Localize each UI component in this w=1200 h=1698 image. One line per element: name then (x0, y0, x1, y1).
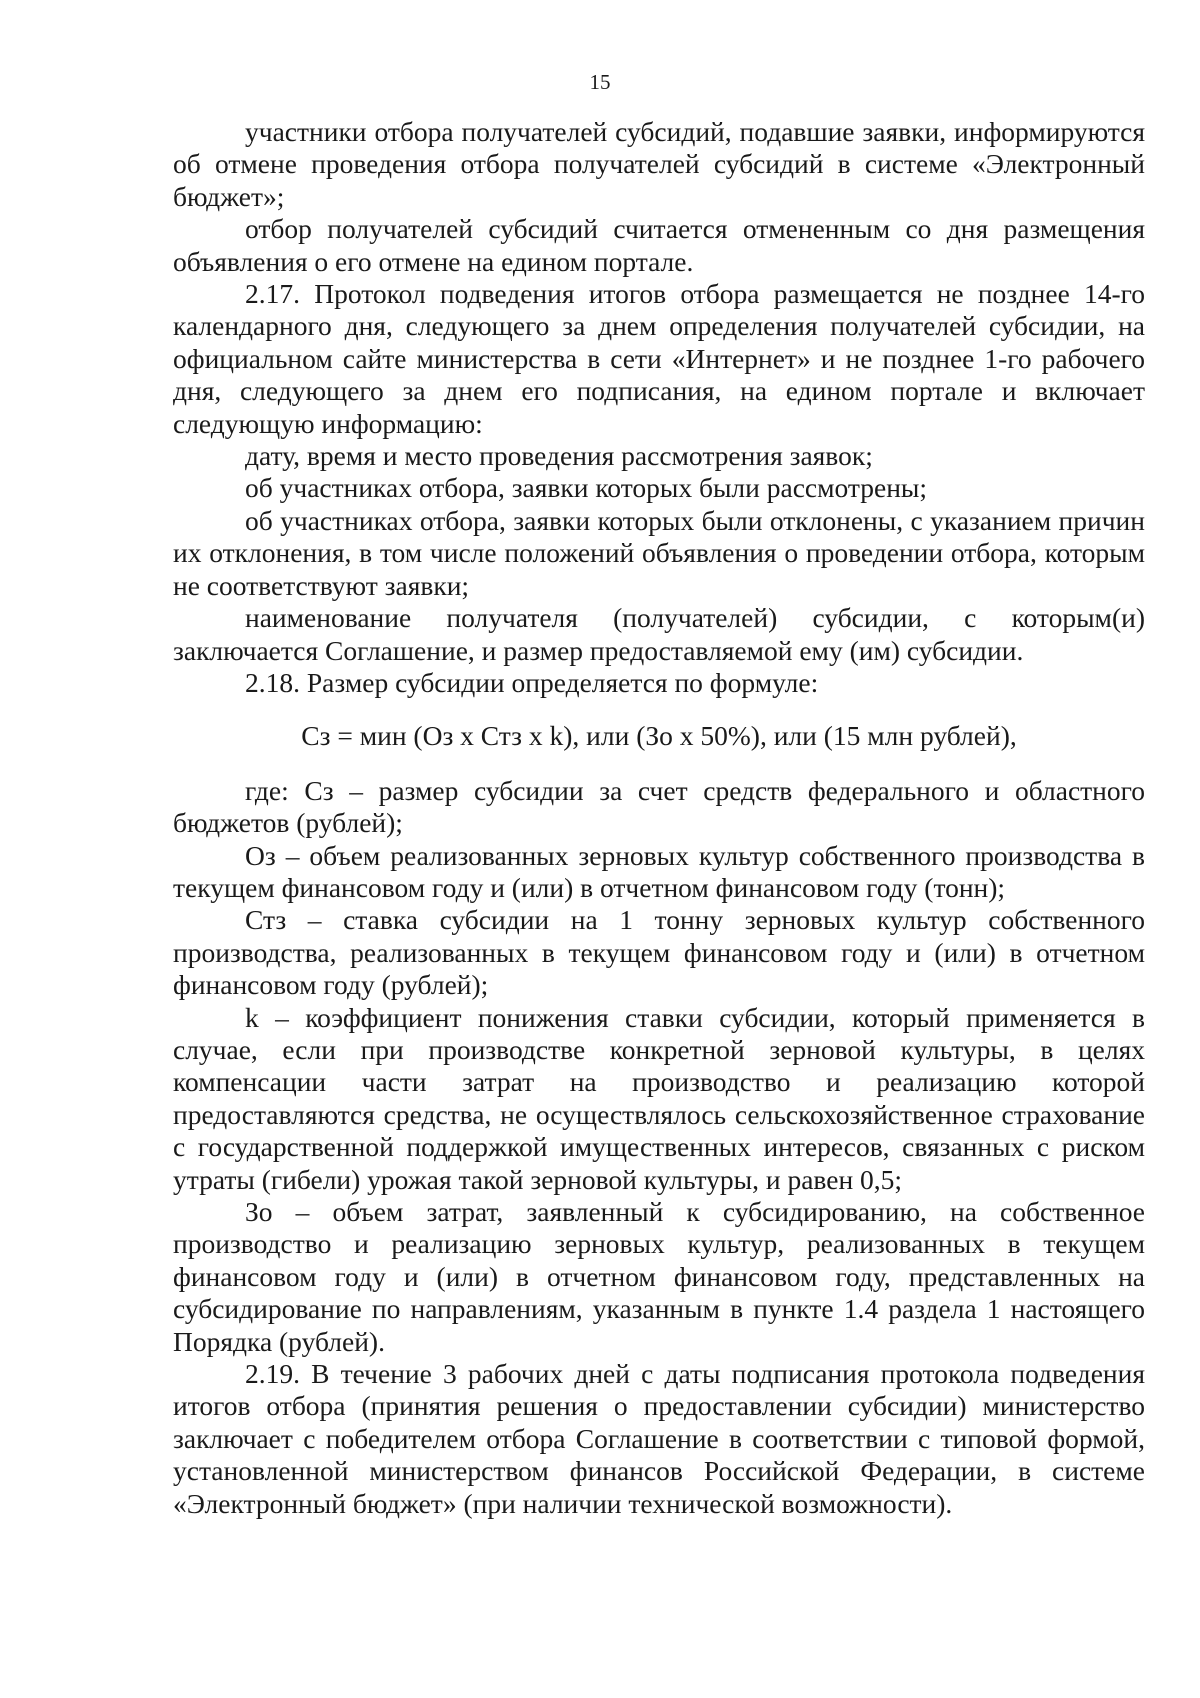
paragraph-participants-informed: участники отбора получателей субсидий, подавшие заявки, информируются об отмене проведения отбора получателей субсидий в системе «Электронный бюджет»; (173, 116, 1145, 212)
paragraph-selection-cancelled: отбор получателей субсидий считается отмененным со дня размещения объявления о его отмене на едином портале. (173, 213, 1145, 277)
paragraph-reviewed-participants: об участниках отбора, заявки которых были рассмотрены; (245, 472, 928, 504)
paragraph-rejected-participants: об участниках отбора, заявки которых были отклонены, с указанием причин их отклонения, в том числе положений объявления о проведении отбора, которым не соответствуют заявки; (173, 504, 1145, 601)
page-number: 15 (589, 70, 611, 94)
paragraph-date-time-place: дату, время и место проведения рассмотрения заявок; (245, 440, 873, 472)
paragraph-recipient-name: наименование получателя (получателей) субсидии, с которым(и) заключается Соглашение, и размер предоставляемой ему (им) субсидии. (173, 602, 1145, 666)
paragraph-oz-definition: Оз – объем реализованных зерновых культур собственного производства в текущем финансовом году и (или) в отчетном финансовом году (тонн); (173, 839, 1145, 903)
paragraph-where-cz: где: Сз – размер субсидии за счет средств федерального и областного бюджетов (рублей); (173, 774, 1145, 839)
paragraph-ctz-definition: Стз – ставка субсидии на 1 тонну зерновых культур собственного производства, реализованных в текущем финансовом году и (или) в отчетном финансовом году (рублей); (173, 904, 1145, 1001)
paragraph-2-17-protocol: 2.17. Протокол подведения итогов отбора размещается не позднее 14-го календарного дня, следующего за днем определения получателей субсидии, на официальном сайте министерства в сети «Интернет» и не позднее 1-го рабочего дня, следующего за днем его подписания, на едином портале и включает следующую информацию: (173, 278, 1145, 439)
paragraph-2-18-formula-intro: 2.18. Размер субсидии определяется по формуле: (245, 666, 819, 698)
paragraph-zo-definition: Зо – объем затрат, заявленный к субсидированию, на собственное производство и реализацию зерновых культур, реализованных в текущем финансовом году и (или) в отчетном финансовом году, представленных на субсидирование по направлениям, указанным в пункте 1.4 раздела 1 настоящего Порядка (рублей). (173, 1196, 1145, 1357)
paragraph-k-coefficient: k – коэффициент понижения ставки субсидии, который применяется в случае, если при производстве конкретной зерновой культуры, в целях компенсации части затрат на производство и реализацию которой предоставляются средства, не осуществлялось сельскохозяйственное страхование с государственной поддержкой имущественных интересов, связанных с риском утраты (гибели) урожая такой зерновой культуры, и равен 0,5; (173, 1001, 1145, 1195)
document-body (173, 116, 1145, 1520)
paragraph-2-19-agreement: 2.19. В течение 3 рабочих дней с даты подписания протокола подведения итогов отбора (принятия решения о предоставлении субсидии) министерство заключает с победителем отбора Соглашение в соответствии с типовой формой, установленной министерством финансов Российской Федерации, в системе «Электронный бюджет» (при наличии технической возможности). (173, 1358, 1145, 1519)
subsidy-formula: Сз = мин (Оз х Стз х k), или (Зо х 50%), или (15 млн рублей), (301, 720, 1017, 752)
